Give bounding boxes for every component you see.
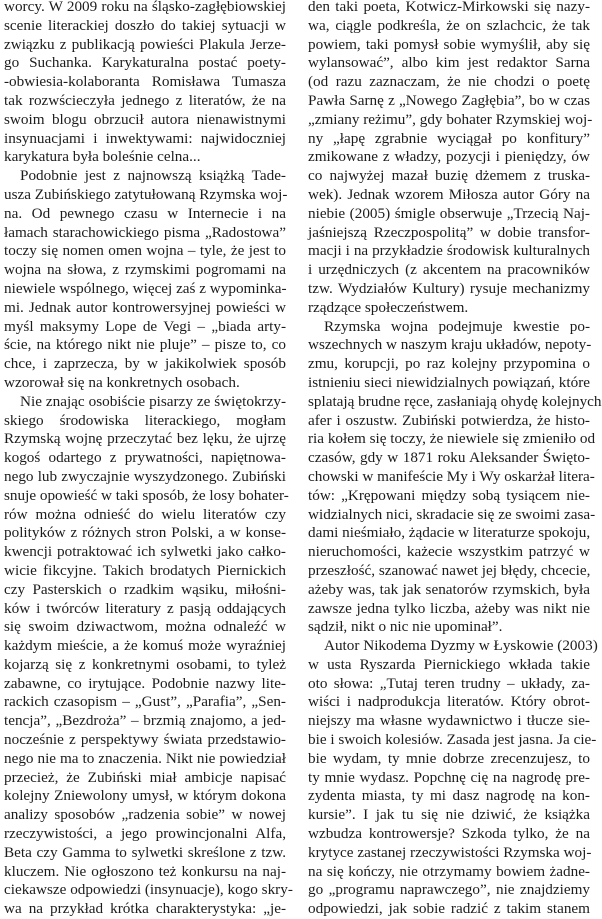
text-line: wicie fikcyjne. Takich brodatych Piernickich: [4, 561, 286, 579]
text-line: chce, i zaprzecza, by w jakikolwiek sposób: [4, 355, 286, 373]
text-line: nego lub zwyczajnie wyszydzonego. Zubiński: [4, 467, 286, 485]
text-line: kolejny Zniewolony umysł, w którym dokona: [4, 787, 286, 805]
text-line: rządzące społeczeństwem.: [308, 298, 469, 316]
text-line: krytyce zastanej rzeczywistości Rzymska woj-: [308, 843, 592, 861]
text-line: każdym mieście, a że komuś może wyraźniej: [4, 637, 286, 655]
text-line: wojna na słowa, z rzymskimi pogromami na: [4, 261, 286, 279]
text-line: wiści i nadprodukcja literatów. Który obrot-: [308, 693, 590, 711]
text-line: wa na przykład krótka charakterystyka: „je-: [4, 900, 286, 918]
text-line: wylansować”, albo kim jest redaktor Sarna: [308, 54, 590, 72]
text-line: niewiele wspólnego, więcej zaś z wypominka-: [4, 279, 287, 297]
text-line: przecież, że Zubiński miał ambicje napisać: [4, 768, 286, 786]
text-line: myśl maksymy Lope de Vegi – „biada arty-: [4, 317, 286, 335]
text-line: nocześnie z perspektywy świata przedstawio-: [4, 731, 286, 749]
text-line: scenie literackiej doszło do takiej sytuacji w: [4, 16, 286, 34]
text-line: bie wydam, ty mnie dobrze zrecenzujesz, to: [308, 749, 590, 767]
text-line: ny „łapę zgrabnie wyciągał po konfitury”: [308, 129, 590, 147]
text-line: na. Od pewnego czasu w Internecie i na: [4, 204, 286, 222]
text-line: go Suchanka. Karykaturalna postać poety-: [4, 54, 286, 72]
text-line: niejszy ma własne wydawnictwo i tłucze sie-: [308, 712, 590, 730]
text-line: „zmiany reżimu”, gdy bohater Rzymskiej woj-: [308, 110, 593, 128]
text-line: kwencji potraktować ich sylwetki jako całko-: [4, 543, 286, 561]
text-line: afer i oszustw. Zubiński potwierdza, że histo-: [308, 411, 590, 429]
text-line: zmu, korupcji, po raz kolejny przypomina o: [308, 355, 590, 373]
text-line: toczy się nomen omen wojna – tyle, że jest to: [4, 242, 286, 260]
text-line: rzeczywistości, a jego prowincjonalni Alfa,: [4, 825, 286, 843]
text-line: tak rozwścieczyła jednego z literatów, że na: [4, 91, 286, 109]
text-line: kogoś odartego z prywatności, napiętnowa-: [4, 449, 286, 467]
text-line: w usta Ryszarda Piernickiego wkłada takie: [308, 655, 590, 673]
text-line: ciekawsze odpowiedzi (insynuacje), kogo skry-: [4, 881, 293, 899]
text-line: odpowiedzi, jak sobie radzić z takim stanem: [308, 900, 590, 918]
text-line: ażeby was, tak jak senatorów rzymskich, była: [308, 580, 590, 598]
text-line: rackich czasopism – „Gust”, „Parafia”, „Sen-: [4, 693, 286, 711]
text-line: tów: „Krępowani między sobą tysiącem nie-: [308, 486, 590, 504]
text-line: łamach starachowickiego pisma „Radostowa”: [4, 223, 286, 241]
text-line: zydenta miasta, ty mi dasz nagrodę na kon-: [308, 787, 590, 805]
text-line: (od razu zaznaczam, że nie chodzi o poetę: [308, 73, 590, 91]
text-line: wszechnych w naszym kraju układów, nepoty-: [308, 336, 592, 354]
text-line: usza Zubińskiego zatytułowaną Rzymska woj-: [4, 185, 288, 203]
text-line: istnieniu sieci niewidzialnych powiązań, które: [308, 373, 590, 391]
text-line: widzialnych nici, skradacie się ze swoimi zasa-: [308, 505, 596, 523]
text-line: sądził, nikt o nic nie upominał”.: [308, 618, 503, 636]
text-line: insynuacjami i inwektywami: najwidoczniej: [4, 129, 286, 147]
text-line: Nie znając osobiście pisarzy ze świętokrzy-: [20, 392, 286, 410]
text-line: wzbudza kontrowersje? Szkoda tylko, że na: [308, 825, 590, 843]
text-line: splatają brudne ręce, zasłaniają ohydę kolejnych: [308, 392, 602, 410]
text-line: co najwyżej mazał buzię dżemem z truska-: [308, 167, 590, 185]
text-line: zmikowane z władzy, pozycji i pieniędzy, ów: [308, 148, 590, 166]
text-line: polityków z różnych stron Polski, a w konse-: [4, 524, 286, 542]
text-line: przeszłość, szanować nawet jej błędy, chcecie,: [308, 561, 591, 579]
text-line: bie i swoich kolesiów. Zasada jest jasna. Ja cie-: [308, 731, 597, 749]
text-line: i urzędniczych (z akcentem na pracowników: [308, 261, 590, 279]
text-line: dami nieśmiało, żądacie w literaturze spokoju,: [308, 524, 591, 542]
text-line: czasów, gdy w 1871 roku Aleksander Święto-: [308, 449, 590, 467]
text-line: wzorował się na konkretnych osobach.: [4, 373, 240, 391]
text-line: powiem, taki pomysł sobie wymyślił, aby się: [308, 35, 590, 53]
text-line: wek). Jednak wzorem Miłosza autor Góry na: [308, 185, 590, 203]
text-line: się swoim dziwactwom, można odnaleźć w: [4, 618, 286, 636]
text-line: tzw. Wydziałów Kultury) rysuje mechanizmy: [308, 279, 590, 297]
text-line: ty mnie wydasz. Popchnę cię na nagrodę pre-: [308, 768, 590, 786]
text-line: Rzymska wojna podejmuje kwestie po-: [324, 317, 590, 335]
text-line: oto słowa: „Tutaj teren trudny – układy, za-: [308, 674, 590, 692]
text-line: zabawne, co irytujące. Podobnie nazwy lite-: [4, 674, 286, 692]
text-line: Autor Nikodema Dyzmy w Łyskowie (2003): [324, 637, 598, 655]
text-line: związku z publikacją powieści Plakula Jerze-: [4, 35, 286, 53]
text-line: Rzymską wojnę przeczytać bez lęku, że ujrzę: [4, 430, 286, 448]
text-line: swoim blogu obrzucił autora nienawistnymi: [4, 110, 286, 128]
text-line: wa, ciągle podkreśla, że on szlachcic, że tak: [308, 16, 590, 34]
text-line: ków i twórców literatury z pasją oddających: [4, 599, 286, 617]
text-line: worcy. W 2009 roku na śląsko-zagłębiowskiej: [4, 0, 286, 15]
text-line: tencja”, „Bezdroża” – brzmią znajomo, a jed-: [4, 712, 286, 730]
text-line: zawsze jedna tylko liczba, ażeby was nikt nie: [308, 599, 590, 617]
text-line: go „programu naprawczego”, nie znajdziemy: [308, 881, 590, 899]
text-line: analizy sposobów „radzenia sobie” w nowej: [4, 806, 286, 824]
text-line: kojarzą się z konkretnymi osobami, to tyleż: [4, 655, 286, 673]
text-line: den taki poeta, Kotwicz-Mirkowski się nazy-: [308, 0, 590, 15]
text-line: kursie”. I jak tu się nie dziwić, że książka: [308, 806, 590, 824]
text-line: chowski w manifeście My i Wy oskarżał litera-: [308, 467, 595, 485]
text-line: kluczem. Nie ogłoszono też konkursu na naj-: [4, 862, 286, 880]
text-line: nieruchomości, każecie wszystkim patrzyć w: [308, 543, 590, 561]
text-line: skiego środowiska literackiego, mogłam: [4, 411, 286, 429]
text-line: mi. Jednak autor kontrowersyjnej powieści w: [4, 298, 286, 316]
text-line: snuje opowieść w taki sposób, że losy bohater-: [4, 486, 289, 504]
text-line: macji i na przykładzie środowisk kulturalnych: [308, 242, 590, 260]
text-line: jaśniejszą Rzeczpospolitą” w dobie transfor-: [308, 223, 590, 241]
text-line: -obwiesia-kolaboranta Romisława Tumasza: [4, 73, 286, 91]
text-line: nego nie ma to znaczenia. Nikt nie powiedział: [4, 749, 286, 767]
text-line: Podobnie jest z najnowszą książką Tade-: [20, 167, 286, 185]
text-column-left: [4, 0, 293, 919]
text-column-right: [308, 0, 602, 919]
text-line: czy Pasterskich o rzadkim wąsiku, miłośni-: [4, 580, 286, 598]
text-line: Beta czy Gamma to sylwetki skreślone z tzw.: [4, 843, 286, 861]
text-line: rów można odnieść do wielu literatów czy: [4, 505, 286, 523]
text-line: na się kończy, nie otrzymamy bowiem żadne-: [308, 862, 590, 880]
text-line: ście, na którego nikt nie pluje” – pisze to, co: [4, 336, 286, 354]
text-line: niebie (2005) śmigle obserwuje „Trzecią Naj-: [308, 204, 590, 222]
text-line: Pawła Sarnę z „Nowego Zagłębia”, bo w czas: [308, 91, 590, 109]
text-line: ria kołem się toczy, że niewiele się zmieniło od: [308, 430, 596, 448]
text-line: karykatura była boleśnie celna...: [4, 148, 201, 166]
